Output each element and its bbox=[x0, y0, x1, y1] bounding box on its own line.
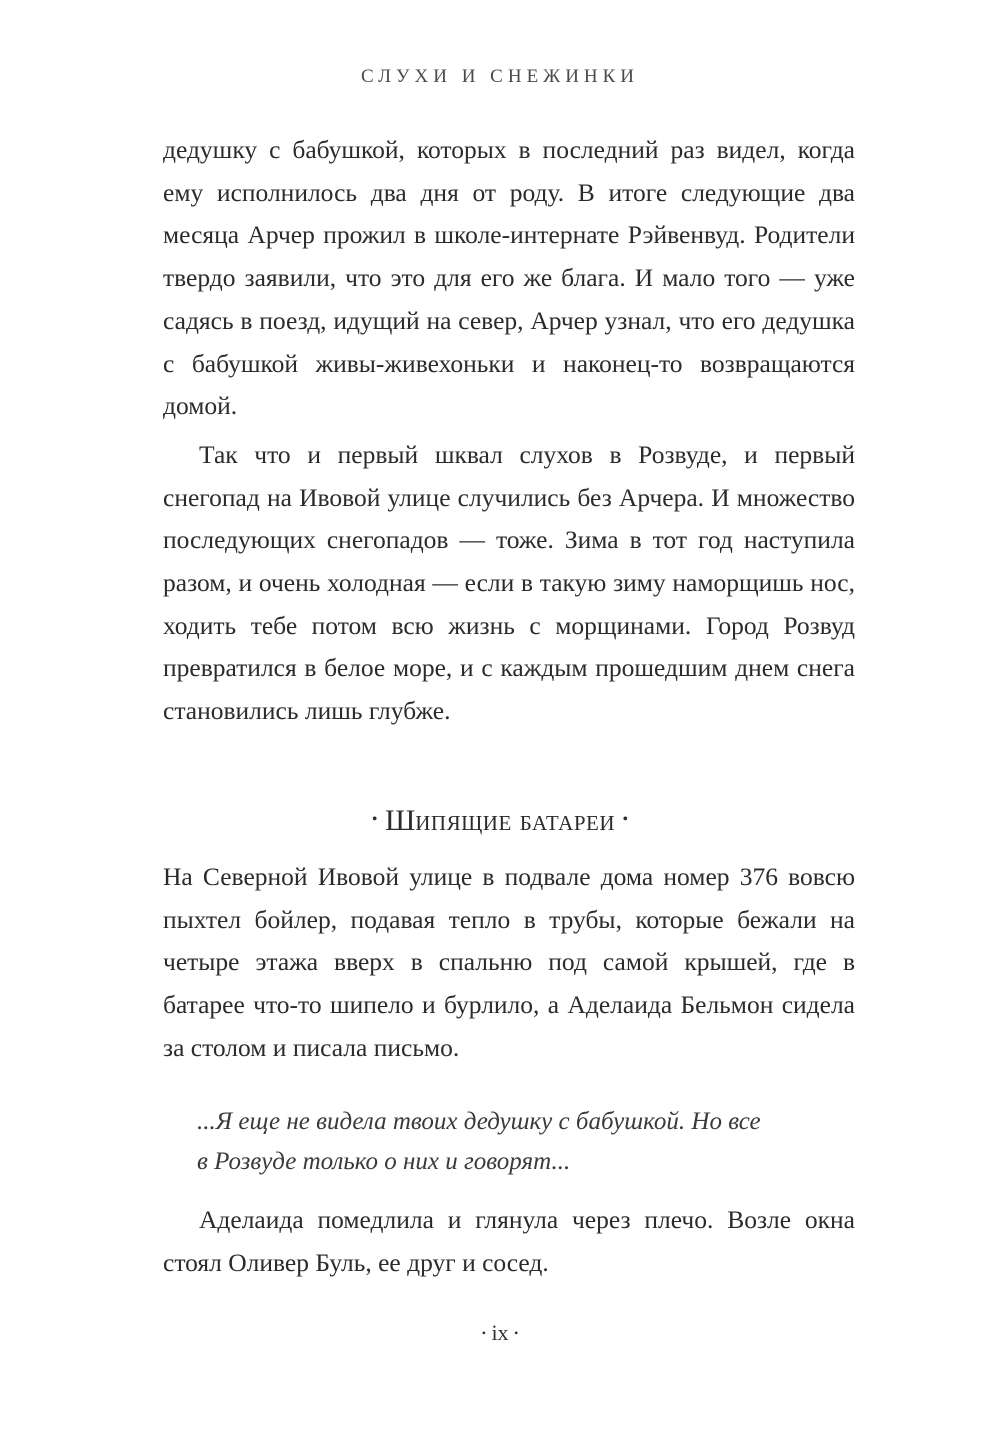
heading-bullet-left: • bbox=[371, 811, 378, 829]
running-head: СЛУХИ И СНЕЖИНКИ bbox=[360, 66, 640, 87]
section-heading bbox=[0, 804, 1000, 838]
section-text-block bbox=[163, 856, 855, 1070]
heading-rest: ипящие батареи bbox=[415, 804, 615, 837]
paragraph: На Северной Ивовой улице в подвале дома номер 376 вовсю пыхтел бойлер, подавая тепло в трубы, которые бежали на четыре этажа вверх в спальню под самой крышей, где в батарее что-то шипело и бурлило, а Аделаида Бельмон сидела за столом и писала письмо. bbox=[163, 862, 855, 1062]
paragraph: Аделаида помедлила и глянула через плечо. Возле окна стоял Оливер Буль, ее друг и сосед. bbox=[163, 1205, 855, 1277]
closing-text-block bbox=[163, 1199, 855, 1284]
opening-text-block bbox=[163, 129, 855, 733]
letter-quote bbox=[197, 1102, 837, 1182]
letter-line: ...Я еще не видела твоих дедушку с бабушкой. Но все bbox=[197, 1108, 761, 1135]
page-number-label: ix bbox=[491, 1320, 509, 1345]
paragraph-continued: дедушку с бабушкой, которых в последний раз видел, когда ему исполнилось два дня от роду. В итоге следующие два месяца Арчер прожил в школе-интернате Рэйвенвуд. Родители твердо заявили, что это для его же блага. И мало того — уже садясь в поезд, идущий на север, Арчер узнал, что его дедушка с бабушкой живы-живехоньки и наконец-то возвращаются домой. bbox=[163, 135, 855, 421]
page-number bbox=[0, 1320, 1000, 1346]
paragraph: Так что и первый шквал слухов в Розвуде, и первый снегопад на Ивовой улице случились без Арчера. И множество последующих снегопадов — тоже. Зима в тот год наступила разом, и очень холодная — если в такую зиму наморщишь нос, ходить тебе потом всю жизнь с морщинами. Город Розвуд превратился в белое море, и с каждым прошедшим днем снега становились лишь глубже. bbox=[163, 439, 855, 726]
heading-bullet-right: • bbox=[622, 811, 629, 829]
folio-bullet-left: • bbox=[481, 1326, 486, 1340]
heading-initial: Ш bbox=[384, 804, 416, 837]
letter-line: в Розвуде только о них и говорят... bbox=[197, 1148, 571, 1175]
folio-bullet-right: • bbox=[514, 1326, 519, 1340]
